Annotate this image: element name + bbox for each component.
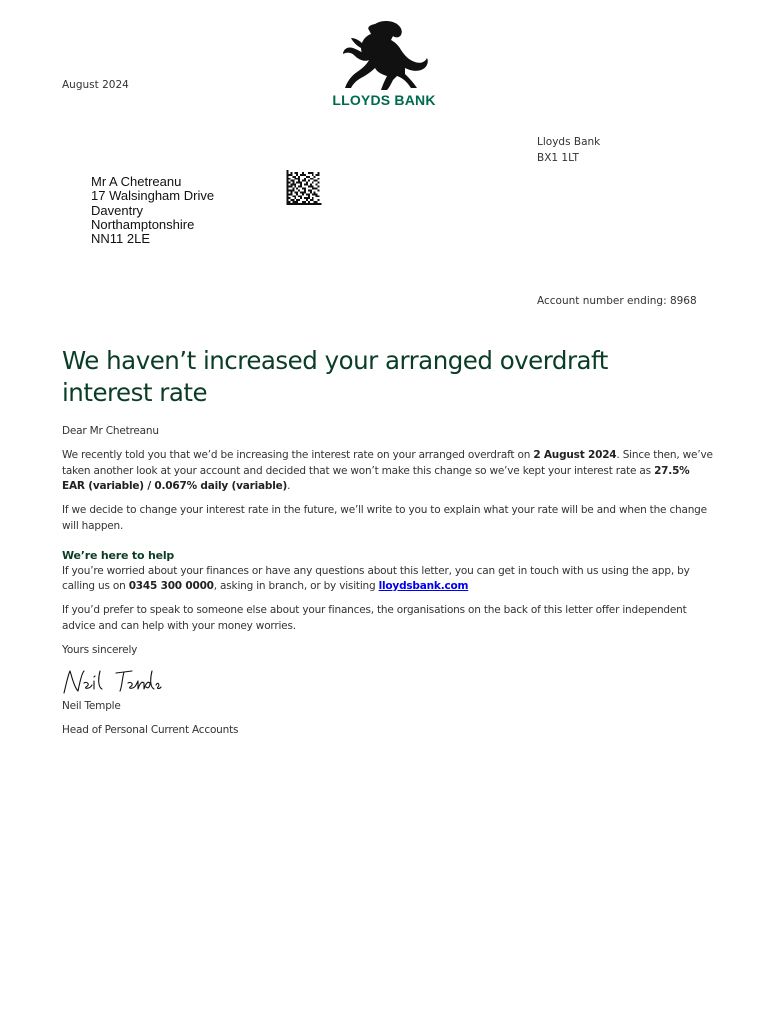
closing: Yours sincerely: [62, 643, 138, 656]
paragraph-independent-advice: If you’d prefer to speak to someone else about your finances, the organisations on the back of this letter offer independent advice and can help with your money worries.: [62, 604, 687, 632]
website-link[interactable]: lloydsbank.com: [378, 580, 469, 592]
letter-body: [62, 424, 714, 747]
letter-date: August 2024: [62, 79, 129, 91]
recipient-street: 17 Walsingham Drive: [91, 188, 215, 204]
qr-barcode-icon: [286, 170, 322, 205]
paragraph-text: We recently told you that we’d be increasing the interest rate on your arranged overdraft on: [62, 449, 534, 461]
recipient-county: Northamptonshire: [91, 216, 195, 232]
logo-wordmark: LLOYDS BANK: [332, 92, 436, 108]
lloyds-logo: [326, 18, 442, 108]
paragraph-contact: [62, 564, 714, 595]
recipient-address: [91, 175, 214, 246]
paragraph-text: . Since then, we’ve taken another look at your account and decided that we won’t make this change so we’ve kept your interest rate as: [62, 449, 713, 477]
greeting: Dear Mr Chetreanu: [62, 425, 159, 437]
interest-rate: 27.5% EAR (variable) / 0.067% daily (variable): [62, 464, 690, 492]
account-number: Account number ending: 8968: [537, 295, 697, 307]
bank-address: [537, 135, 600, 166]
change-date: 2 August 2024: [533, 449, 617, 461]
signatory-name: Neil Temple: [62, 699, 121, 712]
recipient-name: Mr A Chetreanu: [91, 174, 182, 189]
paragraph-text: If you’re worried about your finances or have any questions about this letter, you can get in touch with us using the app, by calling us on: [62, 564, 690, 592]
signatory-title: Head of Personal Current Accounts: [62, 723, 239, 736]
bank-address-line: BX1 1LT: [537, 151, 579, 164]
paragraph-text: , asking in branch, or by visiting: [213, 580, 379, 592]
paragraph-future-changes: If we decide to change your interest rate in the future, we’ll write to you to explain what your rate will be and when the change will happen.: [62, 504, 707, 532]
recipient-town: Daventry: [91, 202, 144, 218]
signature-image: [62, 667, 162, 697]
recipient-postcode: NN11 2LE: [91, 231, 151, 247]
phone-number: 0345 300 0000: [128, 580, 214, 592]
help-heading: We’re here to help: [62, 549, 175, 562]
paragraph-text: .: [287, 480, 291, 492]
horse-logo-icon: [335, 18, 433, 92]
bank-address-line: Lloyds Bank: [537, 136, 601, 148]
letter-headline: We haven’t increased your arranged overdraft interest rate: [62, 346, 608, 407]
paragraph-rate-change: [62, 448, 714, 495]
